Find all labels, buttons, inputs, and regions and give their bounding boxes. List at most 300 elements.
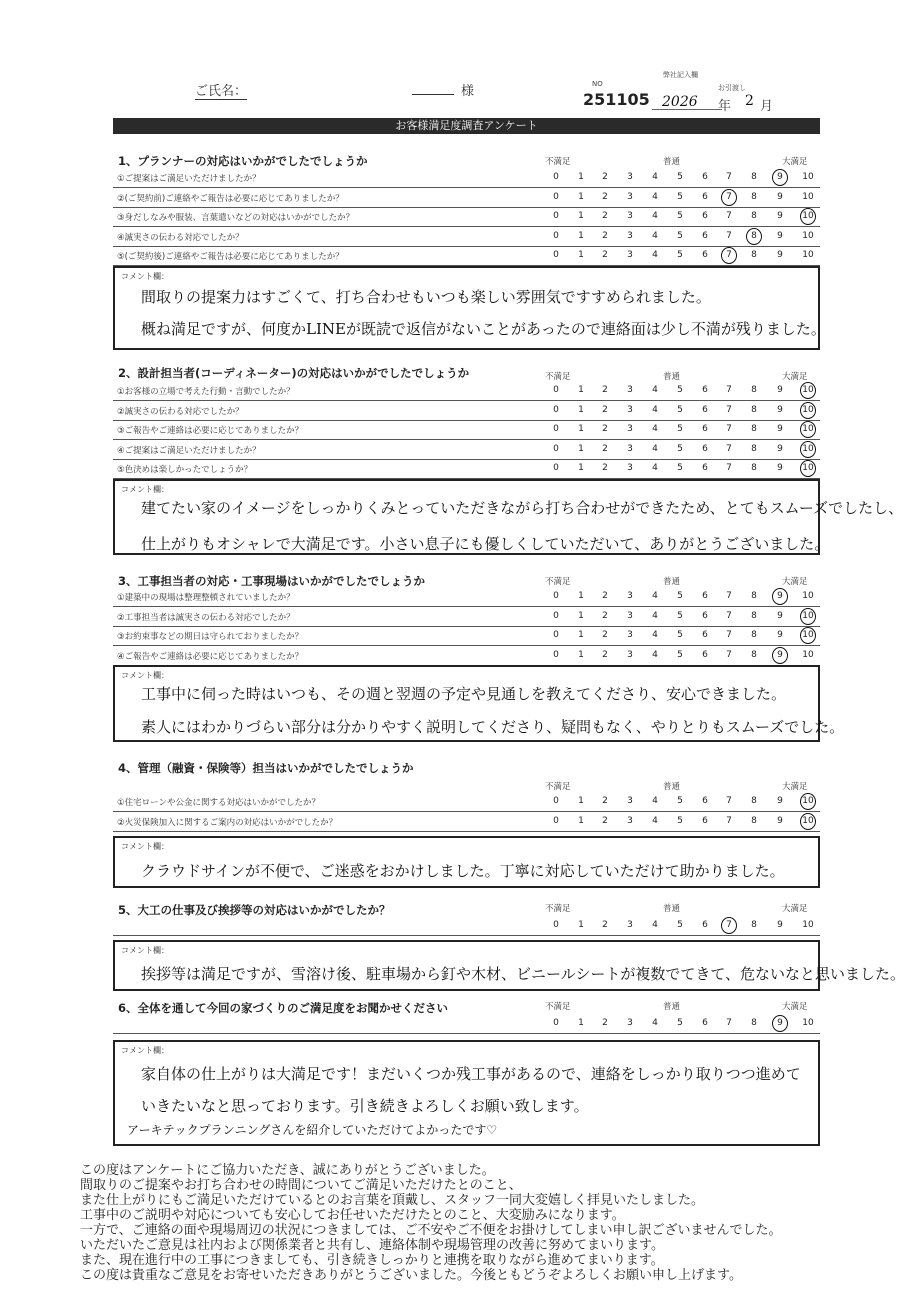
score-option-8[interactable]: 8	[751, 591, 757, 601]
score-option-8[interactable]: 8	[751, 463, 757, 473]
question-row	[113, 440, 820, 460]
score-option-7[interactable]: 7	[726, 424, 732, 434]
question-text: ⑤(ご契約後)ご連絡やご報告は必要に応じてありましたか？	[117, 252, 344, 262]
score-option-0[interactable]: 0	[553, 211, 559, 221]
score-option-2[interactable]: 2	[602, 591, 608, 601]
closing-line: また仕上がりにもご満足いただけているとのお言葉を頂戴し、スタッフ一同大変嬉しく拝見いたしました。	[80, 1193, 705, 1208]
score-option-0[interactable]: 0	[553, 649, 559, 660]
scale-mid-label: 普通	[663, 904, 681, 914]
name-line	[412, 94, 454, 95]
score-option-8[interactable]: 8	[751, 211, 757, 221]
score-option-1[interactable]: 1	[578, 230, 584, 241]
score-option-5[interactable]: 5	[677, 796, 683, 806]
score-option-1[interactable]: 1	[578, 920, 584, 930]
score-option-2[interactable]: 2	[602, 172, 608, 182]
score-option-3[interactable]: 3	[627, 443, 633, 454]
score-option-5[interactable]: 5	[677, 424, 683, 434]
score-option-7[interactable]: 7	[722, 250, 736, 260]
score-option-9[interactable]: 9	[777, 610, 783, 621]
honorific: 様	[461, 84, 475, 99]
score-option-0[interactable]: 0	[553, 250, 559, 260]
score-option-7[interactable]: 7	[726, 630, 732, 640]
score-option-8[interactable]: 8	[751, 610, 757, 621]
score-option-10[interactable]: 10	[802, 796, 814, 806]
score-option-10[interactable]: 10	[802, 591, 814, 601]
question-row	[113, 587, 820, 607]
score-option-9[interactable]: 9	[773, 172, 787, 182]
score-option-5[interactable]: 5	[677, 815, 683, 826]
question-row	[113, 168, 820, 188]
score-option-7[interactable]: 7	[726, 1018, 732, 1028]
question-text: ③ご報告やご連絡は必要に応じてありましたか？	[117, 426, 304, 436]
closing-line: 工事中のご説明や対応についても安心してお任せいただけたとのこと、大変励みになります。	[80, 1208, 625, 1223]
score-option-6[interactable]: 6	[702, 211, 708, 221]
comment-text: 素人にはわかりづらい部分は分かりやすく説明してくださり、疑問もなく、やりとりもスムーズでした。	[141, 718, 845, 736]
question-text: ①建築中の現場は整理整頓されていましたか？	[117, 593, 295, 603]
year-label: 年	[718, 99, 732, 114]
score-option-10[interactable]: 10	[802, 385, 814, 395]
score-option-4[interactable]: 4	[652, 1018, 658, 1028]
question-text: ①お客様の立場で考えた行動・言動でしたか？	[117, 387, 295, 397]
score-option-1[interactable]: 1	[578, 250, 584, 260]
score-option-10[interactable]: 10	[802, 649, 814, 660]
score-option-10[interactable]: 10	[802, 1018, 814, 1028]
score-option-2[interactable]: 2	[602, 649, 608, 660]
score-option-4[interactable]: 4	[652, 920, 658, 930]
score-option-10[interactable]: 10	[802, 172, 814, 182]
score-option-10[interactable]: 10	[802, 250, 814, 260]
score-option-5[interactable]: 5	[677, 172, 683, 182]
scale-high-label: 大満足	[782, 372, 808, 382]
score-option-0[interactable]: 0	[553, 630, 559, 640]
score-option-5[interactable]: 5	[677, 443, 683, 454]
closing-line: いただいたご意見は社内および関係業者と共有し、連絡体制や現場管理の改善に努めてまいります。	[80, 1238, 664, 1253]
score-option-9[interactable]: 9	[777, 385, 783, 395]
score-option-9[interactable]: 9	[777, 796, 783, 806]
score-option-9[interactable]: 9	[777, 404, 783, 415]
no-label: NO	[592, 80, 603, 88]
score-option-10[interactable]: 10	[802, 630, 814, 640]
scale-mid-label: 普通	[663, 1002, 681, 1012]
score-option-4[interactable]: 4	[652, 230, 658, 241]
score-option-6[interactable]: 6	[702, 230, 708, 241]
comment-label: コメント欄：	[121, 842, 169, 851]
score-option-7[interactable]: 7	[726, 463, 732, 473]
question-text: ①住宅ローンや公金に関する対応はいかがでしたか？	[117, 798, 320, 808]
score-option-2[interactable]: 2	[602, 796, 608, 806]
comment-box	[113, 940, 906, 991]
score-option-8[interactable]: 8	[747, 231, 761, 241]
score-option-10[interactable]: 10	[802, 443, 814, 454]
closing-line: 間取りのご提案やお打ち合わせの時間についてご満足いただけたとのこと、	[80, 1178, 522, 1193]
score-option-4[interactable]: 4	[652, 250, 658, 260]
question-row	[113, 607, 820, 627]
scale-mid-label: 普通	[663, 782, 681, 792]
section-title: 4、管理（融資・保険等）担当はいかがでしたでしょうか	[118, 761, 414, 775]
score-option-3[interactable]: 3	[627, 424, 633, 434]
question-row	[113, 1014, 820, 1034]
score-option-2[interactable]: 2	[602, 920, 608, 930]
question-row	[113, 207, 820, 227]
question-text: ③お約束事などの期日は守られておりましたか？	[117, 632, 304, 642]
comment-text: 間取りの提案力はすごくて、打ち合わせもいつも楽しい雰囲気ですすめられました。	[141, 288, 711, 306]
score-option-6[interactable]: 6	[702, 172, 708, 182]
score-option-9[interactable]: 9	[777, 630, 783, 640]
score-option-1[interactable]: 1	[578, 172, 584, 182]
score-option-8[interactable]: 8	[751, 404, 757, 415]
score-option-1[interactable]: 1	[578, 591, 584, 601]
score-option-9[interactable]: 9	[777, 443, 783, 454]
section-title: 1、プランナーの対応はいかがでしたでしょうか	[118, 154, 368, 168]
score-option-4[interactable]: 4	[652, 424, 658, 434]
score-option-3[interactable]: 3	[627, 610, 633, 621]
score-option-6[interactable]: 6	[702, 250, 708, 260]
section-title: 3、工事担当者の対応・工事現場はいかがでしたでしょうか	[118, 574, 425, 588]
score-option-6[interactable]: 6	[702, 649, 708, 660]
score-option-4[interactable]: 4	[652, 630, 658, 640]
question-row	[113, 626, 820, 646]
score-option-6[interactable]: 6	[702, 385, 708, 395]
scale-low-label: 不満足	[545, 577, 571, 587]
score-option-9[interactable]: 9	[773, 1018, 787, 1028]
score-option-6[interactable]: 6	[702, 1018, 708, 1028]
comment-label: コメント欄：	[121, 671, 169, 680]
score-option-3[interactable]: 3	[627, 1018, 633, 1028]
score-option-5[interactable]: 5	[677, 211, 683, 221]
score-option-5[interactable]: 5	[677, 610, 683, 621]
comment-label: コメント欄：	[121, 485, 169, 494]
score-option-7[interactable]: 7	[726, 443, 732, 454]
score-option-6[interactable]: 6	[702, 443, 708, 454]
score-option-2[interactable]: 2	[602, 463, 608, 473]
question-row	[113, 646, 820, 666]
score-option-2[interactable]: 2	[602, 404, 608, 415]
score-option-3[interactable]: 3	[627, 385, 633, 395]
comment-box	[113, 266, 826, 350]
score-option-4[interactable]: 4	[652, 610, 658, 621]
comment-text: 工事中に伺った時はいつも、その週と翌週の予定や見通しを教えてくださり、安心できました。	[141, 685, 787, 703]
score-option-2[interactable]: 2	[602, 630, 608, 640]
score-option-2[interactable]: 2	[602, 230, 608, 241]
month-value: 2	[745, 93, 754, 109]
score-option-8[interactable]: 8	[751, 920, 757, 930]
score-option-3[interactable]: 3	[627, 172, 633, 182]
score-option-8[interactable]: 8	[751, 796, 757, 806]
score-option-7[interactable]: 7	[722, 192, 736, 202]
score-option-4[interactable]: 4	[652, 385, 658, 395]
score-option-1[interactable]: 1	[578, 463, 584, 473]
score-option-9[interactable]: 9	[777, 211, 783, 221]
score-option-10[interactable]: 10	[802, 920, 814, 930]
scale-low-label: 不満足	[545, 372, 571, 382]
score-option-4[interactable]: 4	[652, 172, 658, 182]
score-option-0[interactable]: 0	[553, 230, 559, 241]
question-text: ③身だしなみや服装、言葉遣いなどの対応はいかがでしたか？	[117, 213, 355, 223]
score-option-9[interactable]: 9	[777, 250, 783, 260]
question-row	[113, 246, 820, 266]
score-option-9[interactable]: 9	[777, 920, 783, 930]
score-option-0[interactable]: 0	[553, 796, 559, 806]
score-option-2[interactable]: 2	[602, 443, 608, 454]
question-text: ②工事担当者は誠実さの伝わる対応でしたか？	[117, 612, 295, 623]
score-option-5[interactable]: 5	[677, 250, 683, 260]
comment-box	[113, 836, 820, 888]
scale-low-label: 不満足	[545, 782, 571, 792]
closing-line: この度はアンケートにご協力いただき、誠にありがとうございました。	[80, 1163, 495, 1178]
score-option-6[interactable]: 6	[702, 796, 708, 806]
score-option-1[interactable]: 1	[578, 211, 584, 221]
score-option-7[interactable]: 7	[726, 610, 732, 621]
comment-text: アーキテックプランニングさんを紹介していただけてよかったです♡	[127, 1123, 498, 1137]
comment-text: 仕上がりもオシャレで大満足です。小さい息子にも優しくしていただいて、ありがとうございました。	[141, 535, 830, 553]
name-label: ご氏名：	[195, 80, 247, 100]
question-text: ①ご提案はご満足いただけましたか？	[117, 174, 261, 184]
score-option-3[interactable]: 3	[627, 463, 633, 473]
score-option-2[interactable]: 2	[602, 424, 608, 434]
question-text: ⑤色決めは楽しかったでしょうか？	[117, 465, 253, 475]
comment-label: コメント欄：	[121, 946, 169, 955]
month-label: 月	[760, 99, 774, 114]
question-text: ④ご報告やご連絡は必要に応じてありましたか？	[117, 651, 304, 662]
section-title: 6、全体を通して今回の家づくりのご満足度をお聞かせください	[118, 1001, 448, 1015]
score-option-1[interactable]: 1	[578, 404, 584, 415]
score-option-1[interactable]: 1	[578, 630, 584, 640]
score-option-1[interactable]: 1	[578, 424, 584, 434]
question-row	[113, 420, 820, 440]
score-option-8[interactable]: 8	[751, 443, 757, 454]
scale-high-label: 大満足	[782, 577, 808, 587]
score-option-10[interactable]: 10	[802, 424, 814, 434]
score-option-3[interactable]: 3	[627, 591, 633, 601]
score-option-5[interactable]: 5	[677, 920, 683, 930]
score-option-8[interactable]: 8	[751, 172, 757, 182]
score-option-6[interactable]: 6	[702, 191, 708, 202]
score-option-10[interactable]: 10	[802, 610, 814, 621]
score-option-8[interactable]: 8	[751, 191, 757, 202]
score-option-0[interactable]: 0	[553, 1018, 559, 1028]
score-option-10[interactable]: 10	[802, 191, 814, 202]
score-option-5[interactable]: 5	[677, 404, 683, 415]
score-option-6[interactable]: 6	[702, 630, 708, 640]
section-title: 5、大工の仕事及び挨拶等の対応はいかがでしたか？	[118, 903, 391, 917]
score-option-5[interactable]: 5	[677, 1018, 683, 1028]
score-option-6[interactable]: 6	[702, 424, 708, 434]
question-text: ②(ご契約前)ご連絡やご報告は必要に応じてありましたか？	[117, 193, 344, 204]
score-option-1[interactable]: 1	[578, 385, 584, 395]
closing-line: また、現在進行中の工事につきましても、引き続きしっかりと連携を取りながら進めてまいります。	[80, 1253, 664, 1268]
question-row	[113, 188, 820, 208]
score-option-9[interactable]: 9	[773, 650, 787, 660]
score-option-5[interactable]: 5	[677, 591, 683, 601]
score-option-9[interactable]: 9	[777, 424, 783, 434]
score-option-4[interactable]: 4	[652, 191, 658, 202]
scale-high-label: 大満足	[782, 782, 808, 792]
comment-box	[113, 479, 904, 555]
score-option-7[interactable]: 7	[726, 385, 732, 395]
score-option-9[interactable]: 9	[777, 191, 783, 202]
score-option-4[interactable]: 4	[652, 815, 658, 826]
score-option-8[interactable]: 8	[751, 630, 757, 640]
score-option-2[interactable]: 2	[602, 211, 608, 221]
score-option-1[interactable]: 1	[578, 649, 584, 660]
score-option-5[interactable]: 5	[677, 463, 683, 473]
score-option-7[interactable]: 7	[722, 920, 736, 930]
score-option-2[interactable]: 2	[602, 385, 608, 395]
score-option-0[interactable]: 0	[553, 385, 559, 395]
score-option-2[interactable]: 2	[602, 250, 608, 260]
comment-label: コメント欄：	[121, 1046, 169, 1055]
score-option-3[interactable]: 3	[627, 211, 633, 221]
score-option-9[interactable]: 9	[773, 591, 787, 601]
score-option-0[interactable]: 0	[553, 191, 559, 202]
score-option-10[interactable]: 10	[802, 815, 814, 826]
score-option-6[interactable]: 6	[702, 920, 708, 930]
score-option-5[interactable]: 5	[677, 630, 683, 640]
score-option-0[interactable]: 0	[553, 815, 559, 826]
scale-high-label: 大満足	[782, 1002, 808, 1012]
score-option-7[interactable]: 7	[726, 815, 732, 826]
score-option-7[interactable]: 7	[726, 172, 732, 182]
score-option-0[interactable]: 0	[553, 920, 559, 930]
comment-box	[113, 1040, 820, 1146]
comment-text: いきたいなと思っております。引き続きよろしくお願い致します。	[141, 1097, 589, 1115]
score-option-4[interactable]: 4	[652, 404, 658, 415]
score-option-3[interactable]: 3	[627, 796, 633, 806]
score-option-4[interactable]: 4	[652, 649, 658, 660]
question-row	[113, 401, 820, 421]
score-option-2[interactable]: 2	[602, 610, 608, 621]
question-text: ②火災保険加入に関するご案内の対応はいかがでしたか？	[117, 817, 338, 828]
office-label: 弊社記入欄	[663, 71, 698, 79]
comment-text: クラウドサインが不便で、ご迷惑をおかけしました。丁寧に対応していただけて助かりました。	[141, 862, 785, 880]
question-row	[113, 916, 820, 936]
scale-mid-label: 普通	[663, 157, 681, 167]
scale-mid-label: 普通	[663, 372, 681, 382]
score-option-8[interactable]: 8	[751, 385, 757, 395]
score-option-8[interactable]: 8	[751, 424, 757, 434]
score-option-3[interactable]: 3	[627, 230, 633, 241]
score-option-5[interactable]: 5	[677, 385, 683, 395]
score-option-1[interactable]: 1	[578, 443, 584, 454]
score-option-1[interactable]: 1	[578, 1018, 584, 1028]
score-option-8[interactable]: 8	[751, 250, 757, 260]
score-option-10[interactable]: 10	[802, 463, 814, 473]
comment-box	[113, 665, 845, 742]
comment-label: コメント欄：	[121, 272, 169, 281]
score-option-0[interactable]: 0	[553, 443, 559, 454]
score-option-3[interactable]: 3	[627, 630, 633, 640]
comment-text: 家自体の仕上がりは大満足です！まだいくつか残工事があるので、連絡をしっかり取りつつ進めて	[141, 1065, 801, 1083]
score-option-3[interactable]: 3	[627, 815, 633, 826]
question-text: ④誠実さの伝わる対応でしたか？	[117, 232, 244, 243]
score-option-3[interactable]: 3	[627, 191, 633, 202]
question-row	[113, 812, 820, 832]
score-option-7[interactable]: 7	[726, 649, 732, 660]
question-row	[113, 227, 820, 247]
score-option-3[interactable]: 3	[627, 404, 633, 415]
survey-title: お客様満足度調査アンケート	[113, 118, 820, 134]
score-option-1[interactable]: 1	[578, 610, 584, 621]
score-option-3[interactable]: 3	[627, 649, 633, 660]
scale-high-label: 大満足	[782, 904, 808, 914]
score-option-5[interactable]: 5	[677, 230, 683, 241]
score-option-4[interactable]: 4	[652, 796, 658, 806]
score-option-1[interactable]: 1	[578, 796, 584, 806]
no-value: 251105	[583, 90, 650, 109]
score-option-10[interactable]: 10	[802, 230, 814, 241]
score-option-2[interactable]: 2	[602, 1018, 608, 1028]
score-option-7[interactable]: 7	[726, 796, 732, 806]
score-option-5[interactable]: 5	[677, 649, 683, 660]
score-option-7[interactable]: 7	[726, 211, 732, 221]
question-row	[113, 792, 820, 812]
score-option-0[interactable]: 0	[553, 591, 559, 601]
scale-low-label: 不満足	[545, 157, 571, 167]
score-option-0[interactable]: 0	[553, 610, 559, 621]
score-option-0[interactable]: 0	[553, 463, 559, 473]
score-option-1[interactable]: 1	[578, 191, 584, 202]
score-option-4[interactable]: 4	[652, 211, 658, 221]
scale-low-label: 不満足	[545, 1002, 571, 1012]
score-option-6[interactable]: 6	[702, 463, 708, 473]
score-option-9[interactable]: 9	[777, 230, 783, 241]
date-line	[652, 109, 722, 110]
score-option-2[interactable]: 2	[602, 191, 608, 202]
score-option-3[interactable]: 3	[627, 250, 633, 260]
score-option-10[interactable]: 10	[802, 404, 814, 415]
comment-text: 建てたい家のイメージをしっかりくみとっていただきながら打ち合わせができたため、とてもスムーズでしたし、	[141, 499, 904, 517]
score-option-7[interactable]: 7	[726, 404, 732, 415]
score-option-5[interactable]: 5	[677, 191, 683, 202]
score-option-8[interactable]: 8	[751, 1018, 757, 1028]
score-option-9[interactable]: 9	[777, 815, 783, 826]
closing-line: 一方で、ご連絡の面や現場周辺の状況につきましては、ご不安やご不便をお掛けしてしまい申し訳ございませんでした。	[80, 1223, 782, 1238]
score-option-7[interactable]: 7	[726, 591, 732, 601]
score-option-0[interactable]: 0	[553, 404, 559, 415]
year-value: 2026	[662, 94, 698, 110]
comment-text: 概ね満足ですが、何度かLINEが既読で返信がないことがあったので連絡面は少し不満が残りました。	[141, 320, 826, 338]
score-option-1[interactable]: 1	[578, 815, 584, 826]
score-option-10[interactable]: 10	[802, 211, 814, 221]
closing-line: この度は貴重なご意見をお寄せいただきありがとうございました。今後ともどうぞよろしくお願い申し上げます。	[80, 1268, 742, 1283]
score-option-4[interactable]: 4	[652, 591, 658, 601]
score-option-0[interactable]: 0	[553, 172, 559, 182]
comment-text: 挨拶等は満足ですが、雪溶け後、駐車場から釘や木材、ビニールシートが複数でてきて、危ないなと思いました。	[141, 965, 906, 983]
score-option-4[interactable]: 4	[652, 443, 658, 454]
score-option-8[interactable]: 8	[751, 649, 757, 660]
score-option-7[interactable]: 7	[726, 230, 732, 241]
score-option-6[interactable]: 6	[702, 610, 708, 621]
score-option-0[interactable]: 0	[553, 424, 559, 434]
score-option-2[interactable]: 2	[602, 815, 608, 826]
score-option-6[interactable]: 6	[702, 591, 708, 601]
scale-mid-label: 普通	[663, 577, 681, 587]
score-option-6[interactable]: 6	[702, 815, 708, 826]
score-option-3[interactable]: 3	[627, 920, 633, 930]
question-text: ②誠実さの伝わる対応でしたか？	[117, 406, 244, 417]
section-title: 2、設計担当者(コーディネーター)の対応はいかがでしたでしょうか	[118, 366, 470, 380]
score-option-9[interactable]: 9	[777, 463, 783, 473]
score-option-8[interactable]: 8	[751, 815, 757, 826]
score-option-6[interactable]: 6	[702, 404, 708, 415]
handover-label: お引渡し	[718, 84, 746, 92]
scale-low-label: 不満足	[545, 904, 571, 914]
question-row	[113, 381, 820, 401]
scale-high-label: 大満足	[782, 157, 808, 167]
question-row	[113, 459, 820, 479]
question-text: ④ご提案はご満足いただけましたか？	[117, 445, 261, 456]
score-option-4[interactable]: 4	[652, 463, 658, 473]
